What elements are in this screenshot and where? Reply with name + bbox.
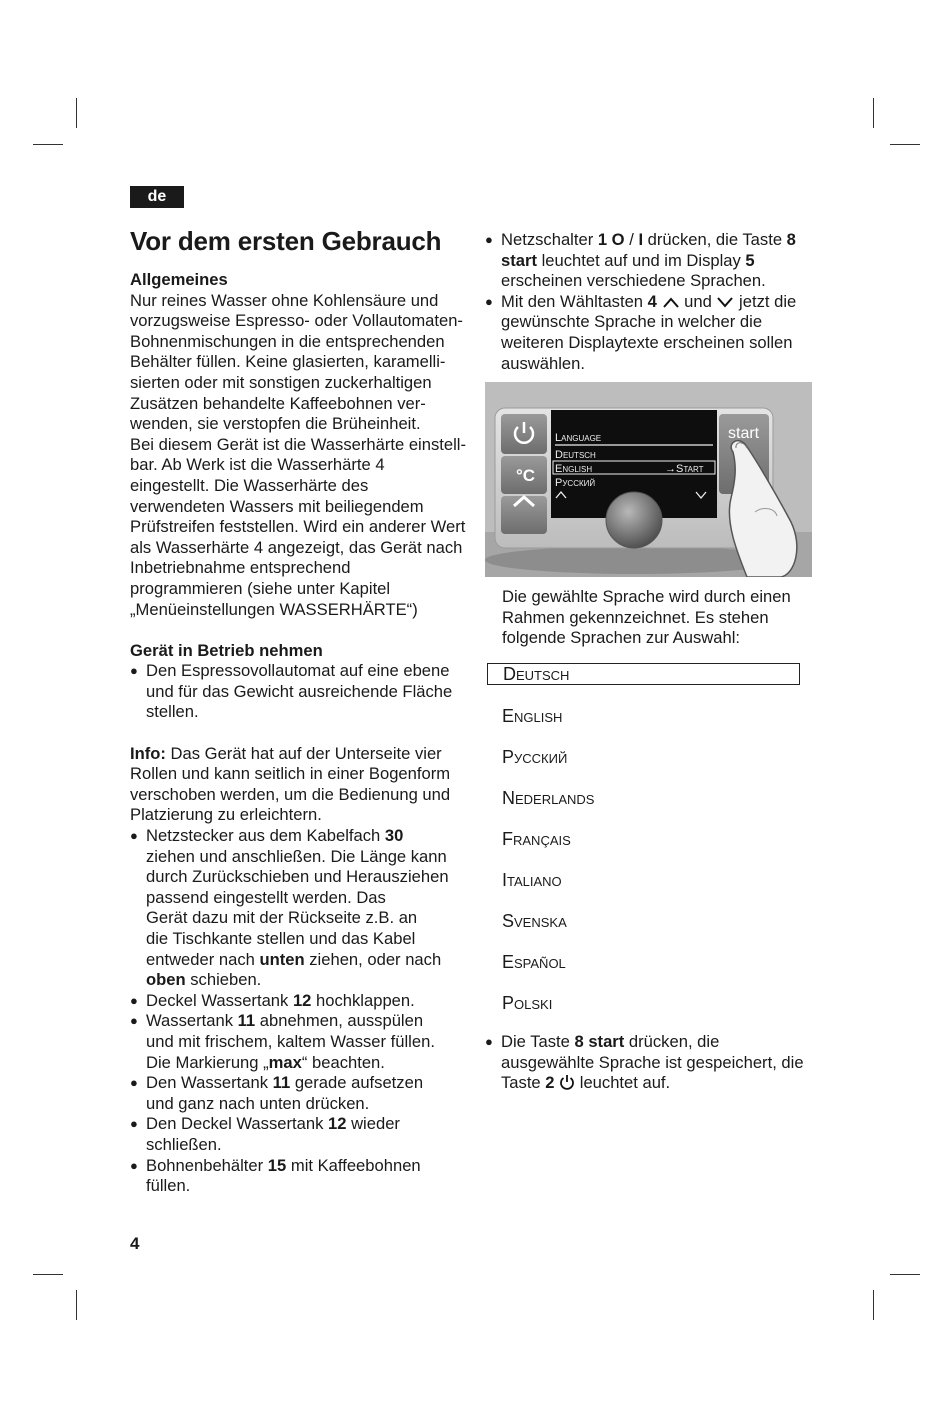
step-text: Taste [501, 1073, 546, 1093]
step-emph: unten [259, 949, 305, 969]
language-item: English [502, 705, 563, 726]
bullet-item [130, 1156, 475, 1197]
section-heading-betrieb: Gerät in Betrieb nehmen [130, 640, 323, 660]
step-ref: start [501, 250, 537, 270]
bullet-line: stellen. [146, 702, 199, 722]
bullet-item [485, 1032, 825, 1094]
caption-line: Rahmen gekennzeichnet. Es stehen [502, 607, 769, 627]
step-ref: 4 [647, 291, 657, 311]
bullet-line: Gerät dazu mit der Rückseite z.B. an [146, 908, 418, 928]
bullet-line: die Tischkante stellen und das Kabel [146, 929, 416, 948]
step-text: Netzstecker aus dem Kabelfach [146, 826, 385, 846]
bullet-line: weiteren Displaytexte erscheinen sollen [501, 332, 793, 352]
paragraph-line: als Wasserhärte 4 angezeigt, das Gerät nach [130, 537, 463, 557]
paragraph-line: Zusätzen behandelte Kaffeebohnen ver- [130, 393, 426, 413]
bullet-line: ziehen und anschließen. Die Länge kann [146, 846, 447, 866]
step-text: drücken, die Taste [643, 230, 787, 249]
paragraph-line: „Menüeinstellungen WASSERHÄRTE“) [130, 599, 418, 619]
step-ref: 12 [327, 1114, 347, 1134]
bullet-line: passend eingestellt werden. Das [146, 887, 386, 907]
language-item: Español [502, 951, 566, 972]
step-text: leuchtet auf. [575, 1073, 671, 1093]
step-ref: 12 [292, 990, 312, 1010]
bullet-line: und für das Gewicht ausreichende Fläche [146, 681, 453, 701]
crop-mark [76, 98, 77, 128]
crop-mark [33, 144, 63, 145]
power-icon [559, 1074, 575, 1090]
bullet-item [485, 230, 825, 292]
bullet-line: und ganz nach unten drücken. [146, 1093, 370, 1113]
step-text: und [679, 291, 717, 311]
step-text: Bohnenbehälter [146, 1155, 268, 1175]
language-list [487, 663, 825, 1013]
language-item: Русский [502, 746, 568, 767]
info-label: Info: [130, 743, 166, 763]
step-text: hochklappen. [311, 990, 415, 1010]
paragraph-line: Bohnenmischungen in die entsprechenden [130, 331, 445, 351]
chevron-up-icon [662, 296, 680, 308]
bullet-line: durch Zurückschieben und Herausziehen [146, 867, 449, 887]
paragraph-line: programmieren (siehe unter Kapitel [130, 578, 391, 598]
page-number: 4 [130, 1234, 140, 1253]
step-text: entweder nach [146, 949, 260, 969]
paragraph-line: vorzugsweise Espresso- oder Vollautomaten- [130, 311, 463, 331]
step-ref: 11 [237, 1011, 256, 1031]
bullet-item [130, 991, 475, 1012]
step-text: drücken, die [624, 1031, 720, 1051]
display-header: Language [555, 432, 602, 445]
bullet-line: füllen. [146, 1176, 191, 1196]
info-paragraph [130, 744, 475, 765]
bullet-line: gewünschte Sprache in welcher die [501, 312, 763, 332]
info-line: Rollen und kann seitlich in einer Bogenform [130, 764, 451, 784]
info-line: verschoben werden, um die Bedienung und [130, 784, 451, 804]
bullet-item [130, 661, 475, 723]
device-illustration [485, 382, 812, 577]
info-text: Das Gerät hat auf der Unterseite vier [165, 743, 442, 763]
step-ref: I [638, 230, 644, 249]
step-text: / [624, 230, 639, 249]
bullet-item [130, 1073, 475, 1114]
step-text: wieder [346, 1114, 400, 1134]
crop-mark [76, 1290, 77, 1320]
language-item: Svenska [502, 910, 567, 931]
left-column [130, 224, 475, 1197]
display-item: Русский [555, 477, 596, 490]
crop-mark [33, 1274, 63, 1275]
step-text: Netzschalter [501, 230, 598, 249]
paragraph-line: wenden, sie verstopfen die Brüheinheit. [130, 414, 421, 434]
step-text: Deckel Wassertank [146, 990, 293, 1010]
chevron-down-icon [716, 296, 734, 308]
step-ref: 30 [384, 826, 404, 846]
step-ref: 8 [786, 230, 796, 249]
display-item: English [555, 463, 593, 476]
paragraph-line: Prüfstreifen feststellen. Wird ein anderer Wert [130, 517, 466, 537]
step-emph: max [268, 1052, 302, 1072]
step-text: jetzt die [734, 291, 797, 311]
step-emph: oben [146, 970, 186, 990]
language-item: Italiano [502, 869, 562, 890]
device-display-photo [485, 382, 812, 577]
bullet-item [130, 826, 475, 991]
bullet-line: und mit frischem, kaltem Wasser füllen. [146, 1031, 435, 1051]
paragraph-line: verwendeten Wassers mit beiliegendem [130, 496, 424, 516]
step-text: Die Markierung „ [146, 1052, 269, 1072]
step-text: mit Kaffeebohnen [286, 1155, 421, 1175]
crop-mark [890, 1274, 920, 1275]
paragraph-line: Inbetriebnahme entsprechend [130, 558, 351, 578]
step-text: “ beachten. [301, 1052, 385, 1072]
bullet-item [130, 1011, 475, 1073]
step-text: schieben. [185, 970, 262, 990]
crop-mark [873, 98, 874, 128]
bullet-item [130, 1114, 475, 1155]
paragraph-line: eingestellt. Die Wasserhärte des [130, 475, 369, 495]
step-text: leuchtet auf und im Display [536, 250, 746, 270]
page-title: Vor dem ersten Gebrauch [130, 226, 442, 256]
step-ref: 2 [545, 1073, 555, 1093]
section-heading-allgemeines: Allgemeines [130, 270, 228, 289]
display-start-label: →Start [665, 463, 704, 476]
paragraph-line: bar. Ab Werk ist die Wasserhärte 4 [130, 455, 385, 475]
language-item: Français [502, 828, 571, 849]
step-text: Die Taste [501, 1031, 575, 1051]
step-text: Mit den Wähltasten [501, 291, 648, 311]
step-ref: 11 [272, 1073, 291, 1093]
language-item: Polski [502, 992, 553, 1013]
paragraph-line: Nur reines Wasser ohne Kohlensäure und [130, 290, 439, 310]
step-text: Wassertank [146, 1011, 238, 1031]
paragraph-line: Behälter füllen. Keine glasierten, karamelli- [130, 352, 446, 372]
bullet-line: ausgewählte Sprache ist gespeichert, die [501, 1052, 804, 1072]
display-item: Deutsch [555, 449, 596, 462]
bullet-line: ● Den Espressovollautomat auf eine ebene [146, 661, 450, 681]
start-button-label: start [728, 425, 760, 443]
step-text: ziehen, oder nach [304, 949, 442, 969]
crop-mark [873, 1290, 874, 1320]
caption-line: Die gewählte Sprache wird durch einen [502, 587, 791, 607]
language-item: Nederlands [502, 787, 595, 808]
language-item-selected: Deutsch [487, 663, 800, 685]
step-text: Den Deckel Wassertank [146, 1114, 328, 1134]
paragraph-line: sierten oder mit sonstigen zuckerhaltigen [130, 372, 432, 392]
crop-mark [890, 144, 920, 145]
bullet-line: erscheinen verschiedene Sprachen. [501, 271, 766, 291]
right-column [485, 230, 825, 1094]
caption-line: folgende Sprachen zur Auswahl: [502, 628, 741, 648]
step-text: abnehmen, ausspülen [255, 1011, 424, 1031]
temperature-label: °C [516, 466, 536, 486]
paragraph-line: Bei diesem Gerät ist die Wasserhärte einstell- [130, 434, 466, 454]
bullet-item [485, 292, 825, 374]
bullet-line: auswählen. [501, 353, 585, 373]
step-text: gerade aufsetzen [290, 1073, 424, 1093]
step-ref: 8 start [574, 1031, 625, 1051]
step-ref: 5 [745, 250, 755, 270]
step-ref: 1 O [597, 230, 625, 249]
bullet-line: schließen. [146, 1134, 222, 1154]
info-line: Platzierung zu erleichtern. [130, 805, 322, 825]
step-ref: 15 [267, 1155, 287, 1175]
language-tag: de [130, 186, 184, 208]
step-text: Den Wassertank [146, 1073, 273, 1093]
